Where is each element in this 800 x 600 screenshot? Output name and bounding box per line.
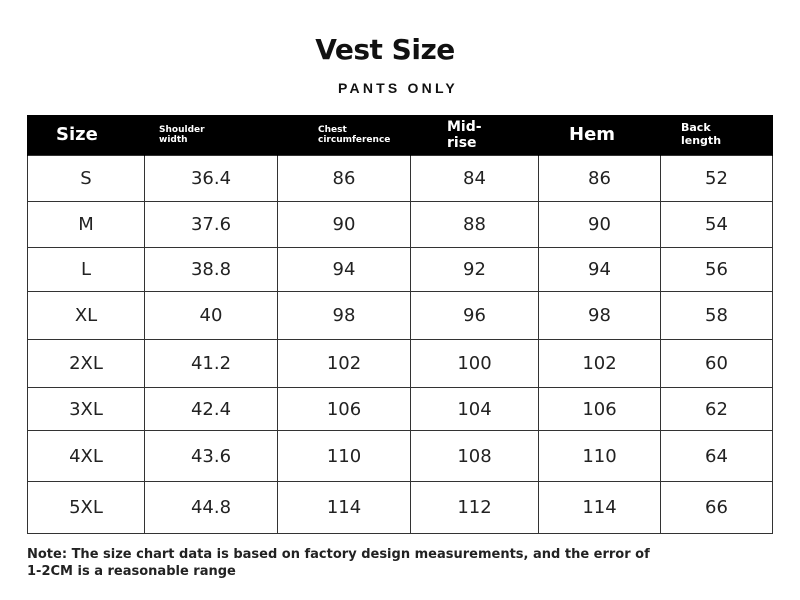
size-cell: S — [28, 156, 145, 202]
measurement-cell: 112 — [411, 482, 539, 534]
size-cell: 2XL — [28, 340, 145, 388]
measurement-cell: 44.8 — [145, 482, 278, 534]
measurement-cell: 66 — [661, 482, 773, 534]
measurement-cell: 94 — [539, 248, 661, 292]
measurement-cell: 52 — [661, 156, 773, 202]
measurement-cell: 58 — [661, 292, 773, 340]
measurement-cell: 110 — [539, 431, 661, 482]
measurement-cell: 92 — [411, 248, 539, 292]
table-row — [28, 202, 773, 248]
measurement-cell: 62 — [661, 388, 773, 431]
header-hem: Hem — [539, 115, 661, 156]
measurement-cell: 41.2 — [145, 340, 278, 388]
measurement-cell: 86 — [539, 156, 661, 202]
table-row — [28, 340, 773, 388]
table-header-row — [28, 115, 773, 156]
measurement-cell: 86 — [278, 156, 411, 202]
measurement-cell: 40 — [145, 292, 278, 340]
measurement-cell: 98 — [539, 292, 661, 340]
size-cell: XL — [28, 292, 145, 340]
table-row — [28, 292, 773, 340]
header-chest-circumference: Chest circumference — [278, 115, 411, 156]
measurement-cell: 102 — [278, 340, 411, 388]
measurement-cell: 94 — [278, 248, 411, 292]
measurement-cell: 106 — [539, 388, 661, 431]
measurement-cell: 114 — [278, 482, 411, 534]
measurement-cell: 100 — [411, 340, 539, 388]
measurement-cell: 60 — [661, 340, 773, 388]
size-cell: L — [28, 248, 145, 292]
size-chart-table — [27, 115, 773, 534]
measurement-cell: 90 — [278, 202, 411, 248]
table-row — [28, 156, 773, 202]
measurement-cell: 90 — [539, 202, 661, 248]
measurement-cell: 37.6 — [145, 202, 278, 248]
size-cell: 4XL — [28, 431, 145, 482]
header-mid-rise: Mid-rise — [411, 115, 539, 156]
measurement-cell: 104 — [411, 388, 539, 431]
measurement-cell: 56 — [661, 248, 773, 292]
measurement-cell: 96 — [411, 292, 539, 340]
header-size: Size — [28, 115, 145, 156]
measurement-cell: 38.8 — [145, 248, 278, 292]
measurement-cell: 106 — [278, 388, 411, 431]
page-title: Vest Size — [315, 33, 455, 66]
measurement-cell: 54 — [661, 202, 773, 248]
measurement-cell: 114 — [539, 482, 661, 534]
table-row — [28, 388, 773, 431]
measurement-cell: 36.4 — [145, 156, 278, 202]
size-cell: 5XL — [28, 482, 145, 534]
measurement-cell: 102 — [539, 340, 661, 388]
page-subtitle: PANTS ONLY — [338, 80, 458, 96]
header-back-length: Back length — [661, 115, 773, 156]
measurement-cell: 108 — [411, 431, 539, 482]
table-row — [28, 482, 773, 534]
measurement-cell: 84 — [411, 156, 539, 202]
measurement-cell: 42.4 — [145, 388, 278, 431]
measurement-cell: 110 — [278, 431, 411, 482]
size-cell: 3XL — [28, 388, 145, 431]
measurement-cell: 43.6 — [145, 431, 278, 482]
measurement-cell: 98 — [278, 292, 411, 340]
table-row — [28, 248, 773, 292]
size-note: Note: The size chart data is based on factory design measurements, and the error of 1-2CM is a reasonable range — [27, 547, 650, 579]
measurement-cell: 88 — [411, 202, 539, 248]
header-shoulder-width: Shoulder width — [145, 115, 278, 156]
table-row — [28, 431, 773, 482]
measurement-cell: 64 — [661, 431, 773, 482]
size-cell: M — [28, 202, 145, 248]
